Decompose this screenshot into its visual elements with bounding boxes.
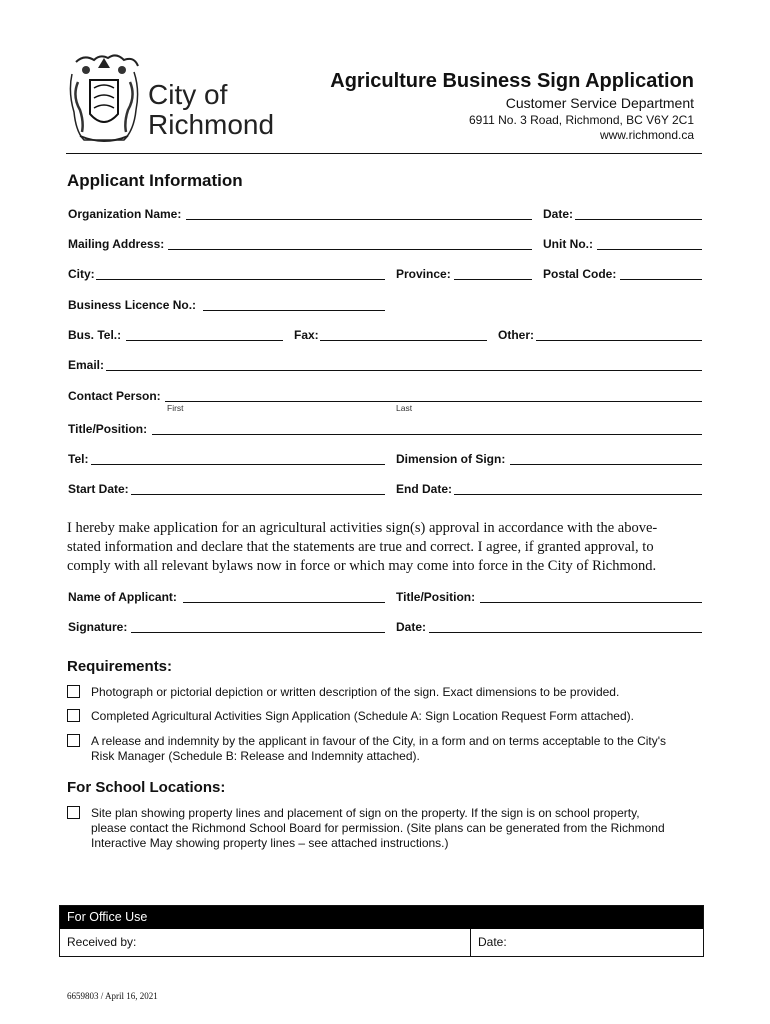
applicant-title-field[interactable] bbox=[480, 602, 702, 603]
office-use-header bbox=[60, 906, 703, 929]
tel-label: Tel: bbox=[68, 452, 89, 466]
start-date-field[interactable] bbox=[131, 494, 385, 495]
org-label: Organization Name: bbox=[68, 207, 182, 221]
office-date-cell[interactable] bbox=[471, 929, 703, 956]
school-line1: Site plan showing property lines and placement of sign on the property. If the sign is on school property, bbox=[91, 806, 640, 820]
other-field[interactable] bbox=[536, 340, 702, 341]
applicant-heading: Applicant Information bbox=[67, 171, 243, 190]
city-crest-logo bbox=[64, 52, 144, 147]
logo-line2: Richmond bbox=[148, 109, 275, 140]
logo-line1: City of bbox=[148, 79, 228, 110]
other-label: Other: bbox=[498, 328, 534, 342]
unit-label: Unit No.: bbox=[543, 237, 593, 251]
requirement-3-line1: A release and indemnity by the applicant in favour of the City, in a form and on terms acceptable to the City's bbox=[91, 734, 667, 748]
title-position-label: Title/Position: bbox=[68, 422, 148, 436]
licence-label: Business Licence No.: bbox=[68, 298, 197, 312]
requirement-3-line2: Risk Manager (Schedule B: Release and Indemnity attached). bbox=[91, 749, 420, 763]
fax-field[interactable] bbox=[320, 340, 487, 341]
requirement-1-text: Photograph or pictorial depiction or written description of the sign. Exact dimensions to be provided. bbox=[91, 685, 620, 699]
dimension-field[interactable] bbox=[510, 464, 702, 465]
mailing-label: Mailing Address: bbox=[68, 237, 165, 251]
logo-wordmark bbox=[148, 80, 274, 140]
declaration-line1: I hereby make application for an agricultural activities sign(s) approval in accordance with the above- bbox=[67, 520, 658, 536]
mailing-field[interactable] bbox=[168, 249, 532, 250]
title-position-field[interactable] bbox=[152, 434, 702, 435]
licence-field[interactable] bbox=[203, 310, 385, 311]
signature-date-label: Date: bbox=[396, 620, 427, 634]
office-use-table bbox=[59, 905, 704, 957]
contact-label: Contact Person: bbox=[68, 389, 161, 403]
tel-field[interactable] bbox=[91, 464, 385, 465]
city-field[interactable] bbox=[96, 279, 385, 280]
applicant-name-field[interactable] bbox=[183, 602, 385, 603]
last-name-caption: Last bbox=[396, 403, 413, 413]
signature-date-field[interactable] bbox=[429, 632, 702, 633]
school-line3: Interactive May showing property lines – see attached instructions.) bbox=[91, 836, 449, 850]
city-label: City: bbox=[68, 267, 95, 281]
requirement-1-checkbox[interactable] bbox=[67, 685, 80, 698]
school-heading: For School Locations: bbox=[67, 779, 226, 796]
signature-field[interactable] bbox=[131, 632, 385, 633]
date-field[interactable] bbox=[575, 219, 702, 220]
requirements-heading: Requirements: bbox=[67, 658, 173, 675]
email-field[interactable] bbox=[106, 370, 702, 371]
applicant-name-label: Name of Applicant: bbox=[68, 590, 177, 604]
page-title: Agriculture Business Sign Application bbox=[330, 70, 694, 92]
contact-field[interactable] bbox=[165, 401, 702, 402]
end-date-label: End Date: bbox=[396, 482, 453, 496]
date-label: Date: bbox=[543, 207, 574, 221]
office-use-title: For Office Use bbox=[67, 910, 148, 924]
school-line2: please contact the Richmond School Board for permission. (Site plans can be generated from the Richmond bbox=[91, 821, 665, 835]
postal-field[interactable] bbox=[620, 279, 702, 280]
province-label: Province: bbox=[396, 267, 451, 281]
document-footer: 6659803 / April 16, 2021 bbox=[67, 991, 158, 1001]
declaration-line3: comply with all relevant bylaws now in force or which may come into force in the City of Richmond. bbox=[67, 558, 657, 574]
start-date-label: Start Date: bbox=[68, 482, 129, 496]
email-label: Email: bbox=[68, 358, 105, 372]
bustel-label: Bus. Tel.: bbox=[68, 328, 122, 342]
requirement-3-checkbox[interactable] bbox=[67, 734, 80, 747]
received-by-cell[interactable] bbox=[60, 929, 471, 956]
bustel-field[interactable] bbox=[126, 340, 283, 341]
end-date-field[interactable] bbox=[454, 494, 702, 495]
declaration-line2: stated information and declare that the statements are true and correct. I agree, if granted approval, to bbox=[67, 539, 654, 555]
province-field[interactable] bbox=[454, 279, 532, 280]
unit-field[interactable] bbox=[597, 249, 702, 250]
header-divider bbox=[66, 153, 702, 154]
received-by-label: Received by: bbox=[67, 935, 137, 949]
school-text bbox=[91, 806, 665, 851]
department: Customer Service Department bbox=[505, 95, 694, 111]
school-checkbox[interactable] bbox=[67, 806, 80, 819]
requirement-2-checkbox[interactable] bbox=[67, 709, 80, 722]
postal-label: Postal Code: bbox=[543, 267, 617, 281]
first-name-caption: First bbox=[167, 403, 184, 413]
website: www.richmond.ca bbox=[599, 128, 694, 142]
signature-label: Signature: bbox=[68, 620, 128, 634]
office-date-label: Date: bbox=[478, 935, 507, 949]
address: 6911 No. 3 Road, Richmond, BC V6Y 2C1 bbox=[468, 113, 694, 127]
declaration-text bbox=[67, 519, 717, 576]
requirement-2-text: Completed Agricultural Activities Sign Application (Schedule A: Sign Location Request Form attached). bbox=[91, 709, 634, 723]
org-field[interactable] bbox=[186, 219, 532, 220]
applicant-title-label: Title/Position: bbox=[396, 590, 476, 604]
requirement-3-text bbox=[91, 734, 666, 764]
dimension-label: Dimension of Sign: bbox=[396, 452, 506, 466]
fax-label: Fax: bbox=[294, 328, 319, 342]
